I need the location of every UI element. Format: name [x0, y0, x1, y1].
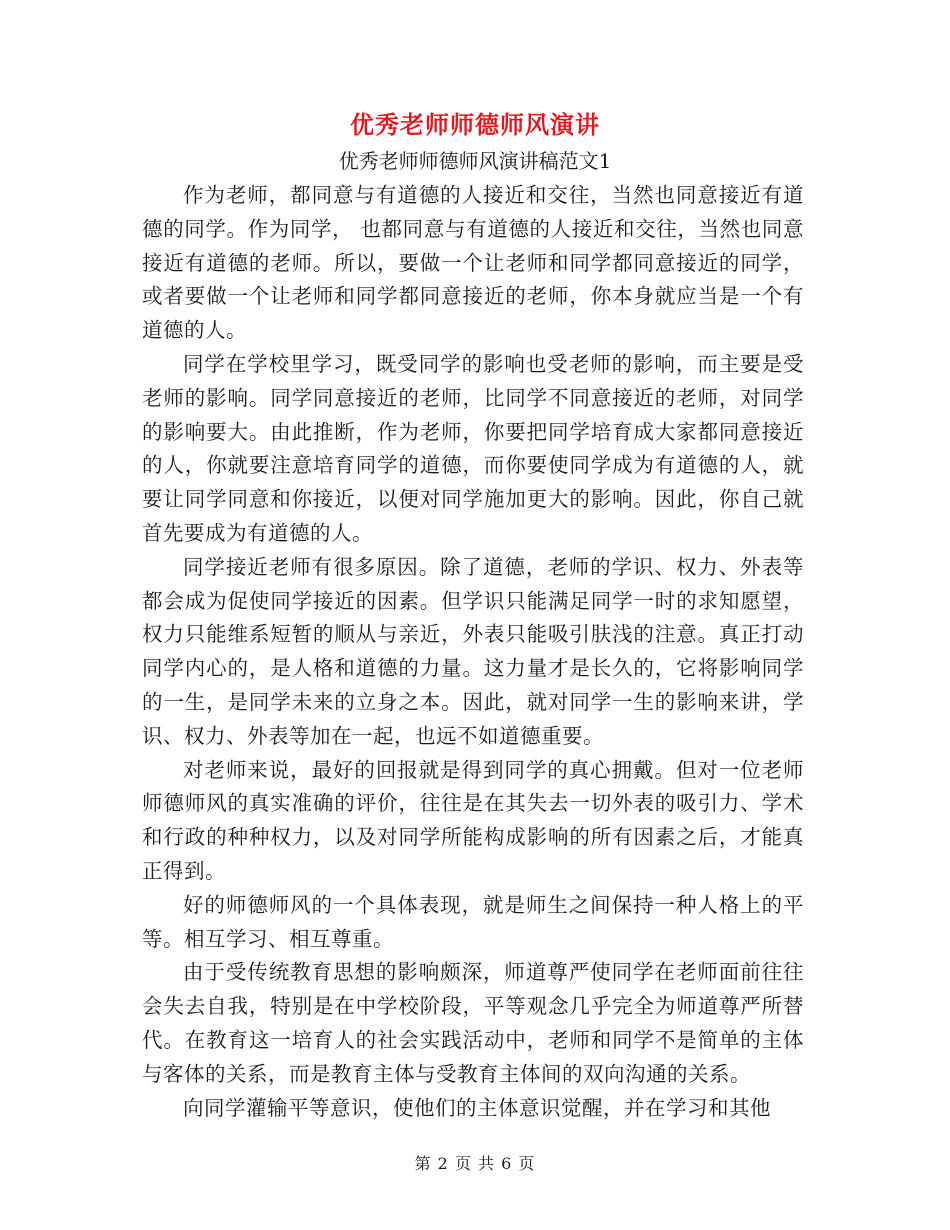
document-body: [142, 179, 804, 1125]
page-number-footer: 第 2 页 共 6 页: [414, 1154, 536, 1173]
paragraph-2: 同学在学校里学习，既受同学的影响也受老师的影响，而主要是受老师的影响。同学同意接近的老师，比同学不同意接近的老师，对同学的影响要大。由此推断，作为老师，你要把同学培育成大家都同意接近的人，你就要注意培育同学的道德，而你要使同学成为有道德的人，就要让同学同意和你接近，以便对同学施加更大的影响。因此，你自己就首先要成为有道德的人。: [142, 351, 804, 545]
paragraph-4: 对老师来说，最好的回报就是得到同学的真心拥戴。但对一位老师师德师风的真实准确的评价，往往是在其失去一切外表的吸引力、学术和行政的种种权力，以及对同学所能构成影响的所有因素之后，才能真正得到。: [142, 757, 804, 883]
document-title: 优秀老师师德师风演讲: [350, 110, 600, 139]
paragraph-3: 同学接近老师有很多原因。除了道德，老师的学识、权力、外表等都会成为促使同学接近的因素。但学识只能满足同学一时的求知愿望，权力只能维系短暂的顺从与亲近，外表只能吸引肤浅的注意。真正打动同学内心的，是人格和道德的力量。这力量才是长久的，它将影响同学的一生，是同学未来的立身之本。因此，就对同学一生的影响来讲，学识、权力、外表等加在一起，也远不如道德重要。: [142, 554, 804, 748]
paragraph-5: 好的师德师风的一个具体表现，就是师生之间保持一种人格上的平等。相互学习、相互尊重。: [142, 892, 804, 951]
paragraph-1: 作为老师，都同意与有道德的人接近和交往，当然也同意接近有道德的同学。作为同学， 也都同意与有道德的人接近和交往，当然也同意接近有道德的老师。所以，要做一个让老师和同学都同意接近的同学，或者要做一个让老师和同学都同意接近的老师，你本身就应当是一个有道德的人。: [142, 183, 804, 343]
document-subtitle: 优秀老师师德师风演讲稿范文1: [338, 149, 612, 173]
paragraph-7: 向同学灌输平等意识，使他们的主体意识觉醒，并在学习和其他: [183, 1095, 771, 1120]
paragraph-6: 由于受传统教育思想的影响颇深，师道尊严使同学在老师面前往往会失去自我，特别是在中学校阶段，平等观念几乎完全为师道尊严所替代。在教育这一培育人的社会实践活动中，老师和同学不是简单的主体与客体的关系，而是教育主体与受教育主体间的双向沟通的关系。: [142, 960, 804, 1086]
